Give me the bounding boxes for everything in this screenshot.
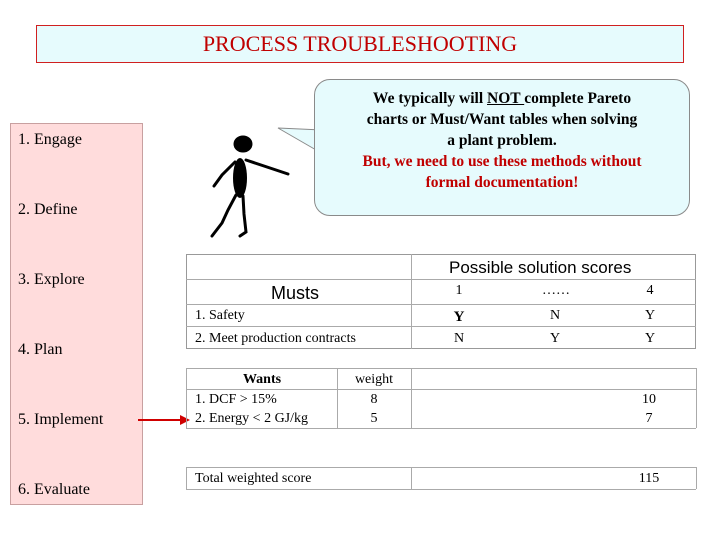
- step-explore: 3. Explore: [18, 271, 85, 288]
- must-label-safety: 1. Safety: [195, 308, 245, 323]
- bubble-line5: formal documentation!: [425, 174, 579, 191]
- want-label-dcf: 1. DCF > 15%: [195, 392, 277, 407]
- bubble-line1-pre: We typically will: [372, 90, 488, 107]
- bubble-line1-post: complete Pareto: [524, 90, 632, 107]
- implement-arrow-head: [180, 415, 190, 425]
- page-title: PROCESS TROUBLESHOOTING: [202, 31, 518, 56]
- bubble-line2: charts or Must/Want tables when solving: [366, 111, 638, 128]
- step-evaluate: 6. Evaluate: [18, 481, 90, 498]
- step-implement: 5. Implement: [18, 411, 104, 428]
- must-contracts-score-2: Y: [549, 331, 561, 346]
- weight-header: weight: [354, 372, 394, 387]
- step-plan: 4. Plan: [18, 341, 63, 358]
- want-dcf-score: 10: [642, 392, 656, 407]
- possible-solution-header: Possible solution scores: [449, 258, 632, 277]
- must-contracts-score-3: Y: [644, 331, 656, 346]
- want-energy-weight: 5: [370, 411, 378, 426]
- musts-header: Musts: [271, 283, 320, 303]
- step-engage: 1. Engage: [18, 131, 82, 148]
- stick-figure-icon: [212, 137, 288, 236]
- want-dcf-weight: 8: [370, 392, 378, 407]
- must-safety-score-3: Y: [644, 308, 656, 323]
- bubble-line4: But, we need to use these methods without: [362, 153, 642, 170]
- total-label: Total weighted score: [195, 471, 312, 486]
- bubble-line3: a plant problem.: [447, 132, 557, 149]
- total-value: 115: [638, 471, 660, 486]
- bubble-line1-not: NOT: [487, 90, 525, 107]
- must-label-contracts: 2. Meet production contracts: [195, 331, 356, 346]
- must-safety-score-1: Y: [453, 309, 465, 325]
- bubble-text: [318, 88, 686, 193]
- must-safety-score-2: N: [549, 308, 561, 323]
- solution-col-4: 4: [646, 283, 654, 298]
- solution-col-1: 1: [455, 283, 463, 298]
- solution-col-ellipsis: ……: [542, 283, 570, 298]
- must-contracts-score-1: N: [453, 331, 465, 346]
- wants-header: Wants: [242, 372, 282, 387]
- want-energy-score: 7: [645, 411, 653, 426]
- step-define: 2. Define: [18, 201, 78, 218]
- want-label-energy: 2. Energy < 2 GJ/kg: [195, 411, 309, 426]
